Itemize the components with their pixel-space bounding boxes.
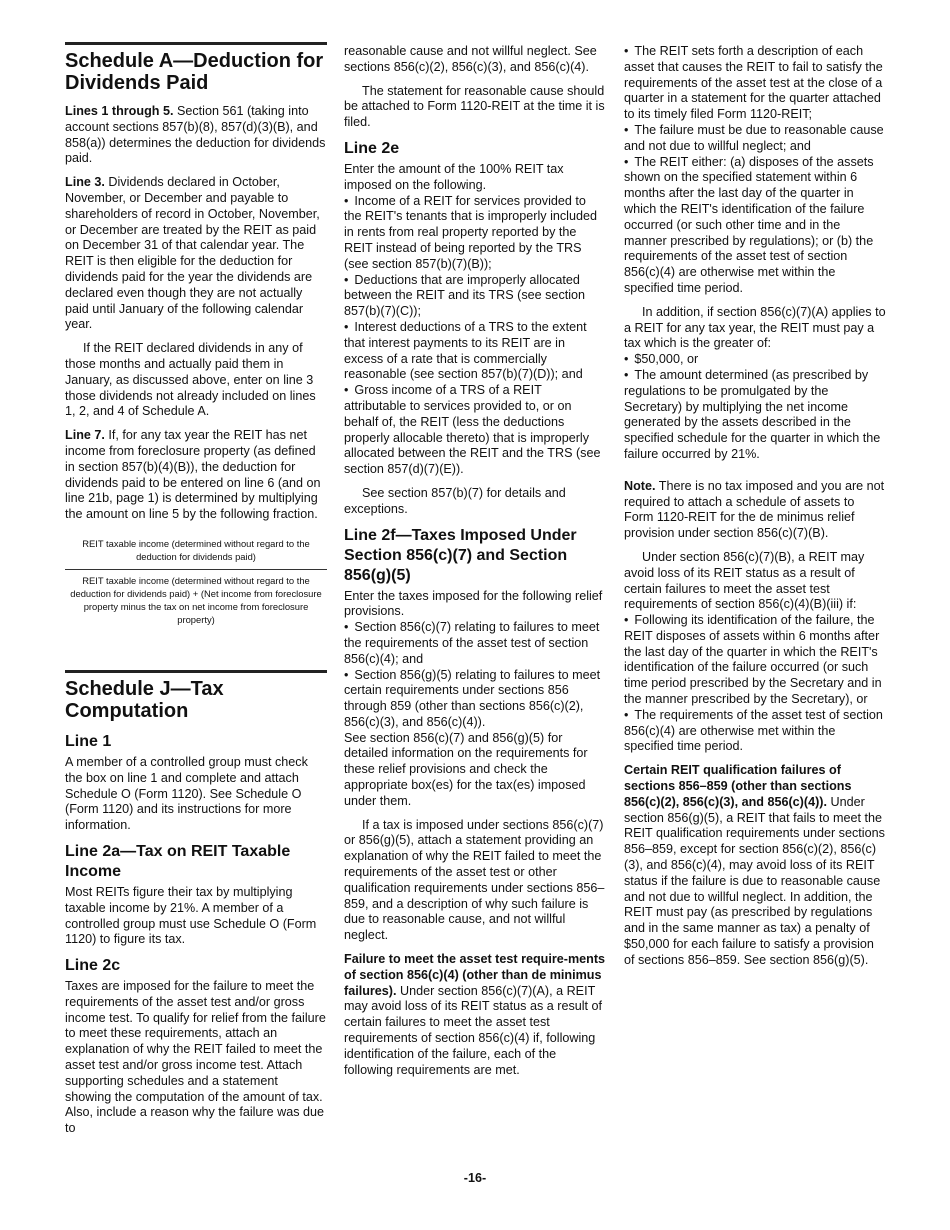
line-7-label: Line 7.	[65, 428, 105, 443]
line-3-paragraph: Line 3. Dividends declared in October, November, or December and payable to shareholders of record in October, November, or December are treated by the REIT as paid on December 31 of that calendar year. The REIT is then eligible for the deduction for dividends paid for the year the dividends are declared even though they are not actually paid until January of the following calendar year.	[65, 175, 320, 332]
line-2a-heading: Line 2a—Tax on REIT Taxable Income	[65, 842, 291, 880]
line-7-paragraph: Line 7. If, for any tax year the REIT has net income from foreclosure property (as defined in section 857(b)(4)(B)), the deduction for dividends paid to be entered on line 6 (and on line 21b, page 1) is determined by multiplying the amount on line 5 by the following fraction.	[65, 428, 321, 522]
line-1-paragraph: A member of a controlled group must check the box on line 1 and complete and attach Schedule O (Form 1120). See Schedule O (Form 1120) and its instructions for more information.	[65, 754, 308, 833]
line-2a-paragraph: Most REITs figure their tax by multiplying taxable income by 21%. A member of a controlled group must use Schedule O (Form 1120) to figure its tax.	[65, 884, 317, 947]
list-item: • $50,000, or	[624, 352, 886, 368]
line-3-label: Line 3.	[65, 175, 105, 190]
list-item: • Section 856(c)(7) relating to failures to meet the requirements of the asset test of section 856(c)(4); and	[344, 620, 606, 667]
list-item: • Section 856(g)(5) relating to failures to meet certain requirements under sections 856 through 859 (other than sections 856(c)(2), 856(c)(3), and 856(c)(4)).	[344, 668, 606, 731]
section-rule	[65, 670, 327, 673]
list-item: • The requirements of the asset test of section 856(c)(4) are otherwise met within the specified time period.	[624, 708, 886, 755]
line-1-heading: Line 1	[65, 732, 112, 750]
fraction-denominator: REIT taxable income (determined without regard to the deduction for dividends paid) + (Net income from foreclosure property minus the tax on net income from foreclosure property)	[70, 574, 322, 625]
list-item: • Interest deductions of a TRS to the extent that interest payments to its REIT are in excess of a rate that is commercially reasonable (see section 857(b)(7)(D)); and	[344, 320, 606, 383]
column-2	[344, 44, 606, 1086]
declared-dividends-paragraph: If the REIT declared dividends in any of those months and actually paid them in January, as discussed above, enter on line 3 those dividends not already included on lines 1, 2, and 4 of Schedule A.	[65, 341, 316, 419]
fraction-numerator: REIT taxable income (determined without regard to the deduction for dividends paid)	[82, 537, 310, 562]
list-item: • The amount determined (as prescribed by regulations to be promulgated by the Secretary) by multiplying the net income generated by the assets described in the specified schedule for the quarter in which the failure occurred by 21%.	[624, 368, 886, 463]
line-2f-see-paragraph: See section 856(c)(7) and 856(g)(5) for detailed information on the requirements for these relief provisions and check the appropriate box(es) for the tax(es) imposed under them.	[344, 730, 588, 808]
list-item: • Gross income of a TRS of a REIT attributable to services provided to, or on behalf of, the REIT (less the deductions properly allocable thereto) that is improperly allocated between the REIT and the TRS (see section 857(d)(7)(E)).	[344, 383, 606, 478]
line-2f-heading: Line 2f—Taxes Imposed Under Section 856(c)(7) and Section 856(g)(5)	[344, 526, 577, 584]
reasonable-cause-paragraph: reasonable cause and not willful neglect. See sections 856(c)(2), 856(c)(3), and 856(c)(4).	[344, 44, 597, 74]
list-item: • Deductions that are improperly allocated between the REIT and its TRS (see section 857(b)(7)(C));	[344, 273, 606, 320]
line-2e-see-paragraph: See section 857(b)(7) for details and exceptions.	[344, 485, 566, 516]
section-rule	[65, 42, 327, 45]
lines-1-5-label: Lines 1 through 5.	[65, 104, 174, 118]
list-item: • The REIT sets forth a description of each asset that causes the REIT to fail to satisfy the requirements of the asset test at the close of a quarter in a statement for the quarter attached to its timely filed Form 1120-REIT;	[624, 44, 886, 123]
fraction-bar	[65, 569, 327, 570]
in-addition-paragraph: In addition, if section 856(c)(7)(A) applies to a REIT for any tax year, the REIT must pay a tax which is the greater of:	[624, 304, 886, 351]
page-number: -16-	[463, 1171, 487, 1185]
note-paragraph: Note. There is no tax imposed and you are not required to attach a schedule of assets to Form 1120-REIT for the de minimus relief provision under section 856(c)(7)(B).	[624, 478, 885, 541]
line-2e-heading: Line 2e	[344, 139, 400, 157]
list-item: • The REIT either: (a) disposes of the assets shown on the specified statement within 6 months after the last day of the quarter in which the REIT's identification of the failure occurred (or such other time and in the manner prescribed by regulations); or (b) the requirements of the asset test of section 856(c)(4) are otherwise met within the specified time period.	[624, 155, 886, 297]
qualification-failures-paragraph: Certain REIT qualification failures of sections 856–859 (other than sections 856(c)(2), 856(c)(3), and 856(c)(4)). Under section 856(g)(5), a REIT that fails to meet the REIT qualification requirements under sections 856–859, except for section 856(c)(2), 856(c)(3), and 856(c)(4), may avoid loss of its REIT status if the failure is due to reasonable cause and not due to willful neglect. In addition, the REIT must pay (as prescribed by regulations and in the same manner as tax) a penalty of $50,000 for each failure to satisfy a provision of sections 856–859. See section 856(g)(5).	[624, 763, 885, 967]
list-item: • Income of a REIT for services provided to the REIT's tenants that is improperly included in rents from real property reported by the REIT instead of being reported by the TRS (see section 857(b)(7)(B));	[344, 194, 606, 273]
list-item: • Following its identification of the failure, the REIT disposes of assets within 6 months after the last day of the quarter in which the REIT's identification of the failure occurred (or such time period prescribed by the Secretary and in the manner prescribed by the Secretary), or	[624, 613, 886, 708]
list-item: • The failure must be due to reasonable cause and not due to willful neglect; and	[624, 123, 886, 155]
asset-test-label: Failure to meet the asset test require-ments of section 856(c)(4) (other than de minimus failures).	[344, 952, 606, 998]
line-2e-intro: Enter the amount of the 100% REIT tax imposed on the following.	[344, 161, 564, 192]
foreclosure-fraction	[65, 537, 327, 626]
note-label: Note.	[624, 478, 656, 493]
qualification-failures-label: Certain REIT qualification failures of sections 856–859 (other than sections 856(c)(2), 856(c)(3), and 856(c)(4)).	[624, 763, 852, 809]
schedule-a-heading: Schedule A—Deduction for Dividends Paid	[65, 50, 324, 94]
line-2c-paragraph: Taxes are imposed for the failure to meet the requirements of the asset test and/or gross income test. To qualify for relief from the failure to meet these requirements, attach an explanation of why the REIT failed to meet the asset test and/or gross income test. Attach supporting schedules and a statement showing the computation of the amount of tax. Also, include a reason why the failure was due to	[65, 979, 326, 1136]
lines-1-5-paragraph: Lines 1 through 5. Section 561 (taking into account sections 857(b)(8), 857(d)(3)(B), and 858(a)) determines the deduction for dividends paid.	[65, 104, 326, 166]
schedule-j-heading: Schedule J—Tax Computation	[65, 677, 224, 722]
column-3	[624, 44, 886, 977]
line-2f-statement-paragraph: If a tax is imposed under sections 856(c)(7) or 856(g)(5), attach a statement providing an explanation of why the REIT failed to meet the requirements of the asset test or other qualification requirements under sections 856–859, and a description of why such failure is due to reasonable cause, and not willful neglect.	[344, 817, 605, 943]
line-2f-intro: Enter the taxes imposed for the following relief provisions.	[344, 588, 603, 619]
under-section-paragraph: Under section 856(c)(7)(B), a REIT may avoid loss of its REIT status as a result of certain failures to meet the asset test requirements of section 856(c)(4)(B)(iii) if:	[624, 549, 865, 612]
line-2c-heading: Line 2c	[65, 957, 121, 975]
asset-test-paragraph: Failure to meet the asset test require-ments of section 856(c)(4) (other than de minimus failures). Under section 856(c)(7)(A), a REIT may avoid loss of its REIT status as a result of certain failures to meet the asset test requirements of section 856(c)(4) if, following identification of the failure, each of the following requirements are met.	[344, 952, 606, 1077]
column-1	[65, 42, 327, 1145]
statement-paragraph: The statement for reasonable cause should be attached to Form 1120-REIT at the time it is filed.	[344, 83, 605, 130]
